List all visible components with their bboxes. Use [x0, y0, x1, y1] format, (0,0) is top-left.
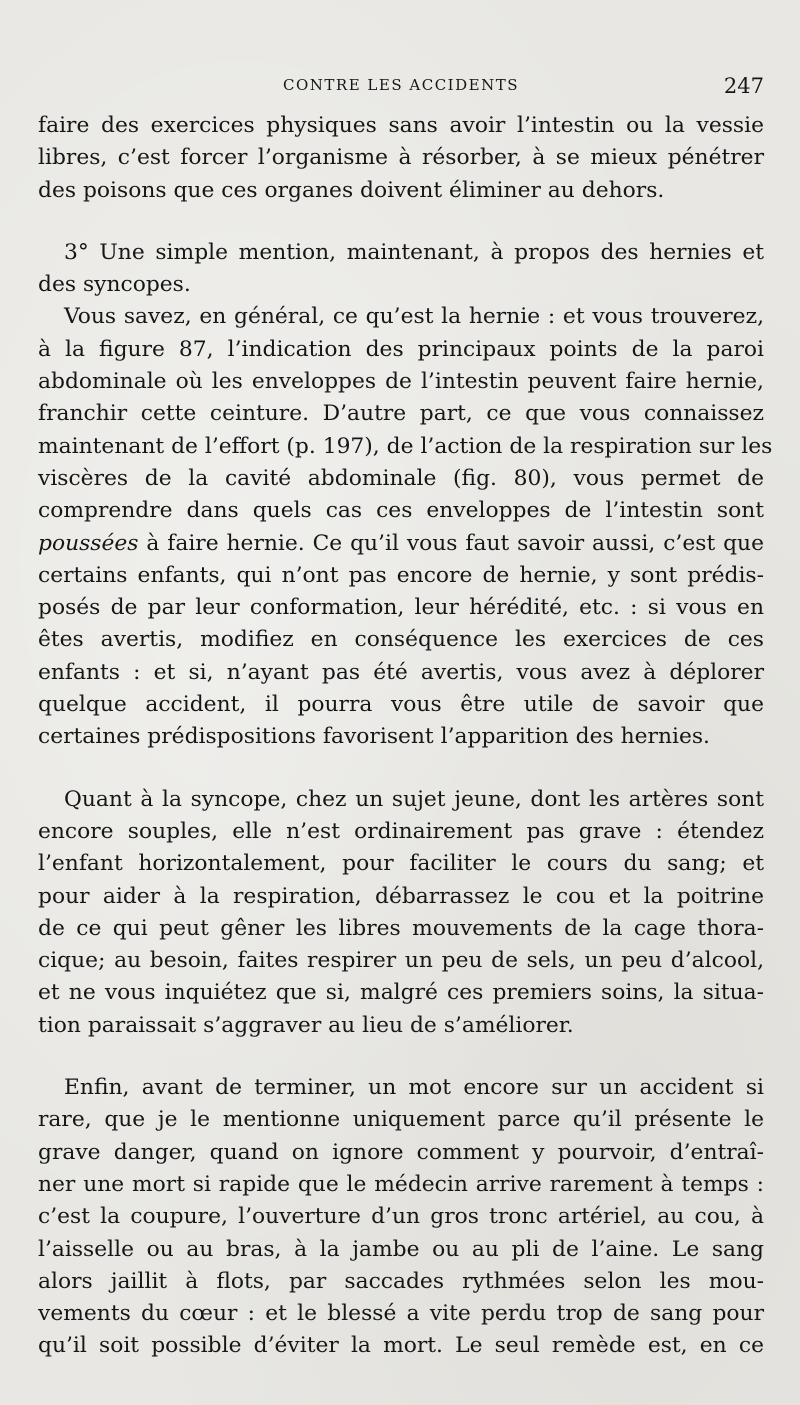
text-line: cique; au besoin, faites respirer un peu de sels, un peu d’alcool, — [38, 948, 764, 974]
text-line: vements du cœur : et le blessé a vite perdu trop de sang pour — [38, 1301, 764, 1327]
text-line: l’aisselle ou au bras, à la jambe ou au pli de l’aine. Le sang — [38, 1236, 764, 1262]
text-line: maintenant de l’effort (p. 197), de l’action de la respiration sur les — [38, 433, 773, 459]
text-line: tion paraissait s’aggraver au lieu de s’améliorer. — [38, 1012, 574, 1038]
text-line: Vous savez, en général, ce qu’est la hernie : et vous trouverez, — [64, 304, 764, 330]
body-text — [38, 110, 773, 1363]
text-line: enfants : et si, n’ayant pas été avertis, vous avez à déplorer — [38, 659, 764, 685]
paragraph-4 — [38, 1072, 764, 1363]
text-line: rare, que je le mentionne uniquement parce qu’il présente le — [38, 1107, 764, 1133]
text-line: des syncopes. — [38, 272, 191, 298]
text-line: posés de par leur conformation, leur hérédité, etc. : si vous en — [38, 595, 764, 621]
paragraph-2 — [38, 237, 773, 754]
text-line-rest: à faire hernie. Ce qu’il vous faut savoir aussi, c’est que — [138, 530, 764, 556]
text-line-italic-start — [38, 528, 764, 560]
text-line: qu’il soit possible d’éviter la mort. Le seul remède est, en ce — [38, 1333, 764, 1359]
text-line: certains enfants, qui n’ont pas encore de hernie, y sont prédis- — [38, 562, 764, 588]
text-line: ner une mort si rapide que le médecin arrive rarement à temps : — [38, 1171, 764, 1197]
text-line: de ce qui peut gêner les libres mouvements de la cage thora- — [38, 915, 764, 941]
text-line: Enfin, avant de terminer, un mot encore sur un accident si — [64, 1075, 764, 1101]
italic-word: poussées — [38, 530, 139, 556]
text-line: 3° Une simple mention, maintenant, à propos des hernies et — [64, 239, 764, 265]
text-line: êtes avertis, modifiez en conséquence les exercices de ces — [38, 627, 764, 653]
text-line: pour aider à la respiration, débarrassez le cou et la poitrine — [38, 883, 764, 909]
paragraph-1 — [38, 110, 764, 207]
running-header — [38, 74, 764, 100]
text-line: Quant à la syncope, chez un sujet jeune, dont les artères sont — [64, 786, 764, 812]
text-line: et ne vous inquiétez que si, malgré ces premiers soins, la situa- — [38, 980, 764, 1006]
text-line: certaines prédispositions favorisent l’apparition des hernies. — [38, 724, 710, 750]
text-line: l’enfant horizontalement, pour faciliter le cours du sang; et — [38, 851, 764, 877]
text-line: viscères de la cavité abdominale (fig. 80), vous permet de — [38, 465, 764, 491]
text-line: abdominale où les enveloppes de l’intestin peuvent faire hernie, — [38, 369, 764, 395]
text-line: franchir cette ceinture. D’autre part, ce que vous connaissez — [38, 401, 764, 427]
text-line: libres, c’est forcer l’organisme à résorber, à se mieux pénétrer — [38, 145, 764, 171]
text-line: c’est la coupure, l’ouverture d’un gros tronc artériel, au cou, à — [38, 1204, 764, 1230]
running-title: CONTRE LES ACCIDENTS — [283, 76, 519, 94]
text-line: encore souples, elle n’est ordinairement pas grave : étendez — [38, 818, 764, 844]
paragraph-3 — [38, 784, 764, 1042]
text-line: quelque accident, il pourra vous être utile de savoir que — [38, 692, 764, 718]
text-line: à la figure 87, l’indication des principaux points de la paroi — [38, 336, 764, 362]
page-number: 247 — [723, 74, 764, 98]
text-line: faire des exercices physiques sans avoir l’intestin ou la vessie — [38, 113, 764, 138]
text-line: grave danger, quand on ignore comment y pourvoir, d’entraî- — [38, 1139, 764, 1165]
text-line: comprendre dans quels cas ces enveloppes de l’intestin sont — [38, 498, 764, 524]
text-line: alors jaillit à flots, par saccades rythmées selon les mou- — [38, 1268, 764, 1294]
text-line: des poisons que ces organes doivent éliminer au dehors. — [38, 177, 665, 203]
